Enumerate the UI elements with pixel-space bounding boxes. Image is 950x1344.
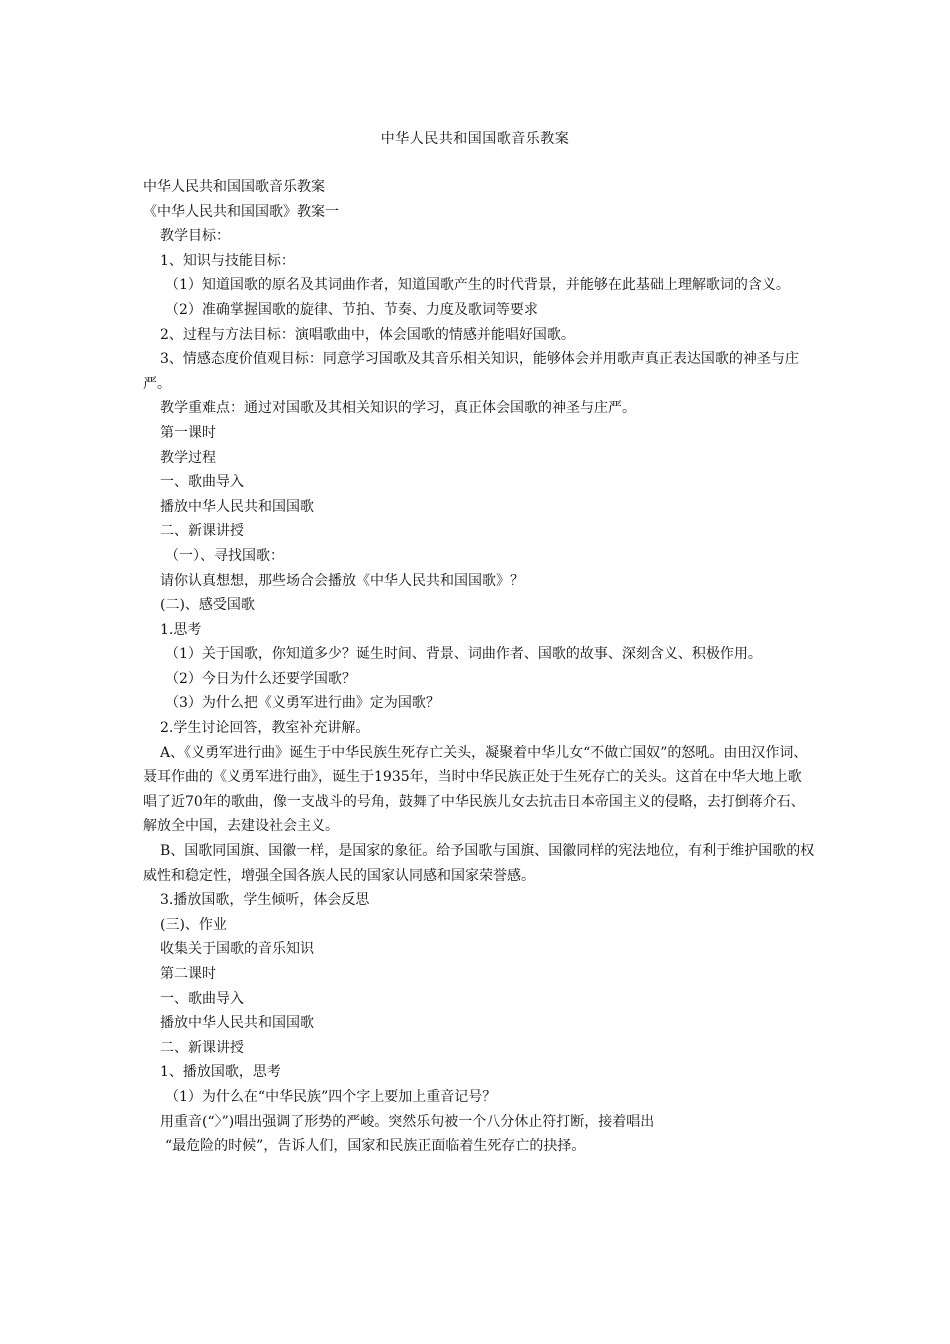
paragraph: 2、过程与方法目标：演唱歌曲中，体会国歌的情感并能唱好国歌。	[160, 326, 575, 343]
paragraph: 教学过程	[160, 449, 216, 466]
paragraph: 1、播放国歌，思考	[160, 1064, 281, 1081]
paragraph: （2）今日为什么还要学国歌？	[165, 670, 356, 687]
paragraph: 用重音(“〉”)唱出强调了形势的严峻。突然乐句被一个八分休止符打断，接着唱出	[160, 1113, 655, 1130]
paragraph: 教学目标：	[160, 228, 230, 245]
document-title: 中华人民共和国国歌音乐教案	[380, 131, 570, 147]
paragraph: 收集关于国歌的音乐知识	[160, 941, 314, 958]
paragraph: 播放中华人民共和国国歌	[160, 498, 314, 515]
paragraph: 2.学生讨论回答，教室补充讲解。	[160, 720, 370, 737]
paragraph: A、《义勇军进行曲》诞生于中华民族生死存亡关头，凝聚着中华儿女“不做亡国奴”的怒吼。由田汉作词、聂耳作曲的《义勇军进行曲》，诞生于1935年，当时中华民族正处于生死存亡的关头。这首在中华大地上歌唱了近70年的歌曲，像一支战斗的号角，鼓舞了中华民族儿女去抗击日本帝国主义的侵略，去打倒蒋介石、解放全中国，去建设社会主义。	[143, 744, 808, 835]
paragraph: B、国歌同国旗、国徽一样，是国家的象征。给予国歌与国旗、国徽同样的宪法地位，有利于维护国歌的权威性和稳定性，增强全国各族人民的国家认同感和国家荣誉感。	[143, 843, 815, 884]
paragraph: （1）知道国歌的原名及其词曲作者，知道国歌产生的时代背景，并能够在此基础上理解歌词的含义。	[165, 277, 790, 294]
paragraph: （一）、寻找国歌：	[165, 547, 284, 564]
paragraph: （1）为什么在“中华民族”四个字上要加上重音记号？	[165, 1088, 497, 1105]
paragraph: 第二课时	[160, 966, 216, 982]
paragraph: (二)、感受国歌	[160, 597, 255, 614]
paragraph: “最危险的时候”，告诉人们，国家和民族正面临着生死存亡的抉择。	[165, 1138, 586, 1155]
paragraph: 1.思考	[160, 621, 202, 638]
paragraph: （1）关于国歌，你知道多少？诞生时间、背景、词曲作者、国歌的故事、深刻含义、积极作用。	[165, 646, 762, 663]
paragraph: 3.播放国歌，学生倾听，体会反思	[160, 892, 370, 909]
document-body	[143, 175, 815, 1159]
subheading-line: 《中华人民共和国国歌》教案一	[143, 203, 339, 220]
paragraph: 第一课时	[160, 424, 216, 441]
paragraph: 3、情感态度价值观目标：同意学习国歌及其音乐相关知识，能够体会并用歌声真正表达国歌的神圣与庄严。	[143, 351, 799, 392]
paragraph: 二、新课讲授	[160, 1039, 244, 1056]
paragraph: (三)、作业	[160, 916, 227, 933]
paragraph: 二、新课讲授	[160, 523, 244, 540]
paragraph: （3）为什么把《义勇军进行曲》定为国歌？	[165, 695, 440, 712]
heading-line: 中华人民共和国国歌音乐教案	[143, 179, 325, 195]
paragraph: 请你认真想想，那些场合会播放《中华人民共和国国歌》？	[160, 572, 524, 589]
paragraph: 播放中华人民共和国国歌	[160, 1015, 314, 1032]
paragraph: 一、歌曲导入	[160, 990, 244, 1007]
paragraph: 教学重难点：通过对国歌及其相关知识的学习，真正体会国歌的神圣与庄严。	[160, 400, 636, 417]
paragraph: （2）准确掌握国歌的旋律、节拍、节奏、力度及歌词等要求	[165, 301, 538, 318]
paragraph: 一、歌曲导入	[160, 474, 244, 491]
paragraph: 1、知识与技能目标：	[160, 252, 295, 269]
